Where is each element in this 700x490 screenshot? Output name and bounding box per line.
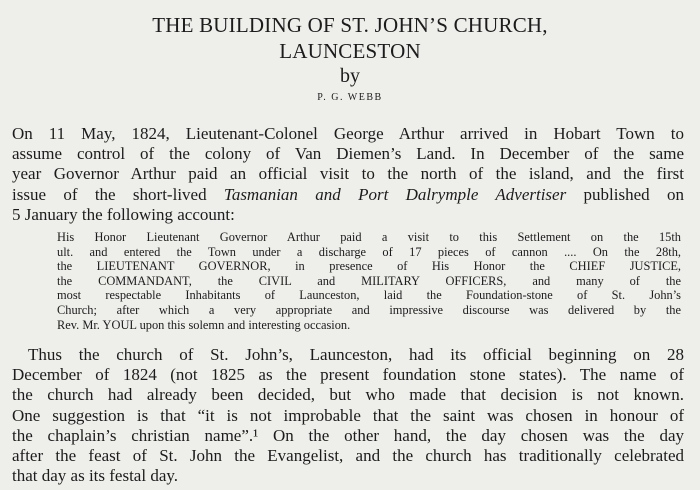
paragraph-intro [12,124,684,225]
quote-line: Rev. Mr. YOUL upon this solemn and interesting occasion. [57,317,351,332]
quote-line: the COMMANDANT, the CIVIL and MILITARY OFFICERS, and many of the [57,273,681,288]
text-line: the chaplain’s christian name”.¹ On the other hand, the day chosen was the day [12,425,684,445]
text-line: assume control of the colony of Van Diemen’s Land. In December of the same [12,144,684,164]
text-line: the church had already been decided, but who made that decision is not known. [12,385,684,405]
byline: by [340,65,360,87]
text-line: that day as its festal day. [12,466,179,486]
title-line: LAUNCESTON [279,39,421,63]
title-line: THE BUILDING OF ST. JOHN’S CHURCH, [152,13,548,37]
text-line [12,185,684,205]
quote-line: Church; after which a very appropriate and impressive discourse was delivered by the [57,302,681,317]
text-line: On 11 May, 1824, Lieutenant-Colonel George Arthur arrived in Hobart Town to [12,124,684,143]
author-name: P. G. WEBB [317,92,383,103]
text-line: Thus the church of St. John’s, Launceston, had its official beginning on 28 [28,345,684,364]
article-title [0,12,700,64]
text-line: after the feast of St. John the Evangelist, and the church has traditionally celebrated [12,446,684,466]
block-quote [57,230,681,332]
text-segment: published on [566,184,684,204]
quote-line: the LIEUTENANT GOVERNOR, in presence of His Honor the CHIEF JUSTICE, [57,259,681,274]
text-line: December of 1824 (not 1825 as the present foundation stone states). The name of [12,365,684,385]
text-segment: issue of the short-lived [12,184,224,204]
quote-line: His Honor Lieutenant Governor Arthur paid a visit to this Settlement on the 15th [57,230,681,244]
quote-line: ult. and entered the Town under a discharge of 17 pieces of cannon .... On the 28th, [57,244,681,259]
quote-line: most respectable Inhabitants of Launceston, laid the Foundation-stone of St. John’s [57,288,681,303]
text-line: 5 January the following account: [12,204,235,224]
text-line: year Governor Arthur paid an official visit to the north of the island, and the first [12,164,684,184]
paragraph-beginning [12,345,684,486]
newspaper-title: Tasmanian and Port Dalrymple Advertiser [223,184,567,204]
text-line: One suggestion is that “it is not improbable that the saint was chosen in honour of [12,405,684,425]
